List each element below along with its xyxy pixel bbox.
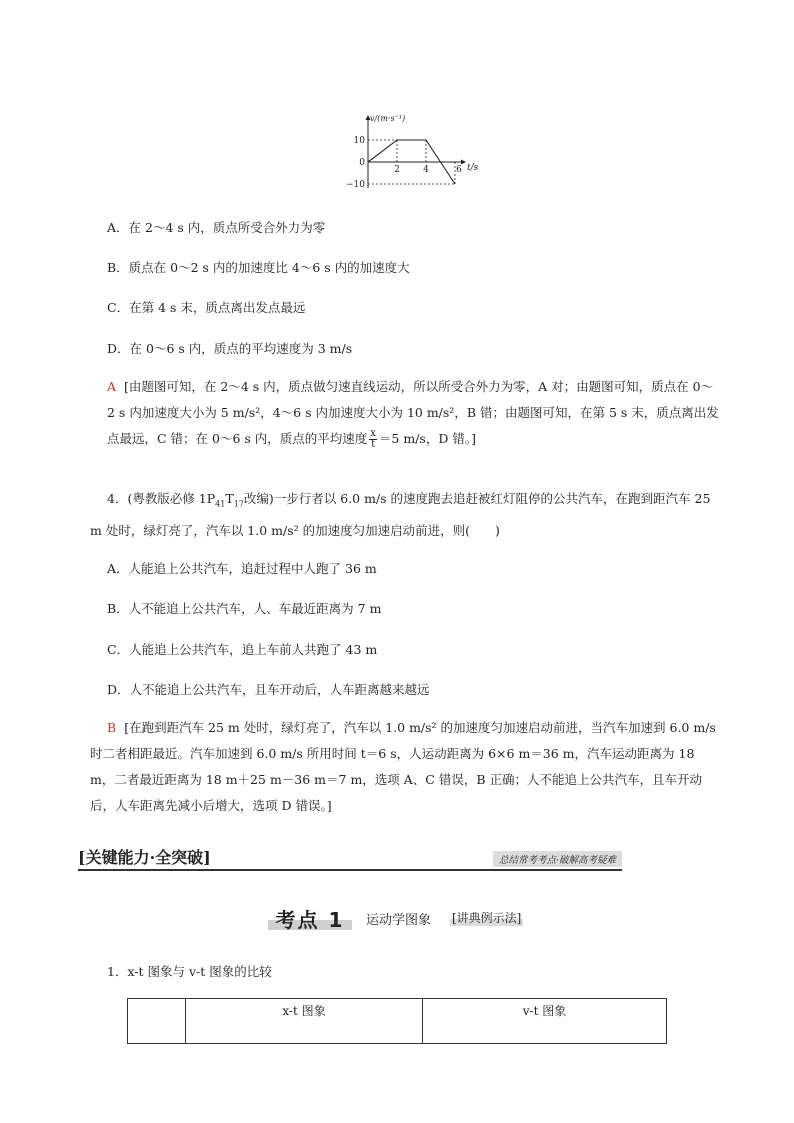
x-axis-arrow: [461, 160, 466, 165]
table-header-cell: [128, 999, 186, 1044]
section-title: [关键能力·全突破]: [78, 848, 211, 867]
velocity-time-graph: [338, 112, 488, 192]
fraction-denominator: t: [371, 439, 376, 450]
kaodian-label-box: [268, 904, 352, 930]
q4-answer-text: [在跑到距汽车 25 m 处时，绿灯亮了，汽车以 1.0 m/s² 的加速度匀加速启动前进，当汽车加速到 6.0 m/s 时二者相距最近。汽车加速到 6.0 m/s 所用时间 t＝6 s，人运动距离为 6×6 m＝36 m，汽车运动距离为 18 m，二者最近距离为 18 m＋25 m－36 m＝7 m，选项 A、C 错误，B 正确；人不能追上公共汽车，且车开动后，人车距离先减小后增大，选项 D 错误。]: [90, 720, 716, 813]
q3-option-b: B．质点在 0～2 s 内的加速度比 4～6 s 内的加速度大: [107, 260, 410, 275]
x-tick-label: 6: [456, 165, 462, 175]
x-tick-label: 2: [394, 165, 400, 175]
fraction-numerator: x: [370, 428, 376, 439]
q3-answer-part2: ＝5 m/s，D 错。]: [378, 431, 476, 446]
comparison-heading: 1．x-t 图象与 v-t 图象的比较: [107, 964, 272, 979]
q3-option-a: A．在 2～4 s 内，质点所受合外力为零: [107, 220, 326, 235]
q4-stem-prefix: 4．(粤教版必修 1P: [107, 491, 216, 506]
q4-option-b: B．人不能追上公共汽车，人、车最近距离为 7 m: [107, 601, 382, 616]
graph-group: [346, 114, 479, 190]
y-tick-label: 0: [359, 158, 365, 168]
q3-answer-fraction: [369, 429, 377, 450]
q3-option-d: D．在 0～6 s 内，质点的平均速度为 3 m/s: [107, 341, 353, 356]
table-row: [128, 999, 667, 1044]
q4-option-a: A．人能追上公共汽车，追赶过程中人跑了 36 m: [107, 561, 377, 576]
comparison-table: [127, 998, 667, 1044]
q3-answer-letter: A: [107, 379, 117, 394]
q4-answer-letter: B: [107, 720, 117, 735]
q4-stem-sub2: 17: [233, 499, 244, 509]
q4-option-c: C．人能追上公共汽车，追上车前人共跑了 43 m: [107, 642, 378, 657]
kaodian-label: 考点 1: [275, 908, 345, 932]
table-header-cell: v-t 图象: [423, 999, 667, 1044]
kaodian-subtitle: 运动学图象: [366, 913, 432, 928]
q3-answer-part1: [由题图可知，在 2～4 s 内，质点做匀速直线运动，所以所受合外力为零，A 对；由题图可知，质点在 0～2 s 内加速度大小为 5 m/s²，4～6 s 内加速度大小为 10 m/s²，B 错；由题图可知，在第 5 s 末，质点离出发点最远，C 错；在 0～6 s 内，质点的平均速度: [107, 379, 719, 446]
q4-stem-suffix: 改编)一步行者以 6.0 m/s 的速度跑去追赶被红灯阻停的公共汽车，在跑到距汽车 25 m 处时，绿灯亮了，汽车以 1.0 m/s² 的加速度匀加速启动前进，则( ): [90, 491, 711, 538]
q4-stem-mid: T: [225, 491, 234, 506]
y-axis-label: v/(m·s⁻¹): [370, 114, 406, 123]
y-tick-label: 10: [353, 136, 365, 146]
q4-option-d: D．人不能追上公共汽车，且车开动后，人车距离越来越远: [107, 682, 430, 697]
q3-answer: [107, 374, 719, 452]
x-axis-label: t/s: [467, 163, 479, 173]
q4-stem-sub1: 41: [215, 499, 226, 509]
kaodian-tag: [讲典例示法]: [452, 911, 522, 925]
table-header-cell: x-t 图象: [186, 999, 423, 1044]
q3-option-c: C．在第 4 s 末，质点离出发点最远: [107, 300, 306, 315]
q4-answer: [90, 715, 719, 819]
q4-stem: [90, 486, 719, 544]
section-tag: 总结常考考点·破解高考疑难: [493, 851, 622, 867]
x-tick-label: 4: [423, 165, 429, 175]
y-tick-label: −10: [346, 180, 365, 190]
section-header: [78, 843, 622, 871]
